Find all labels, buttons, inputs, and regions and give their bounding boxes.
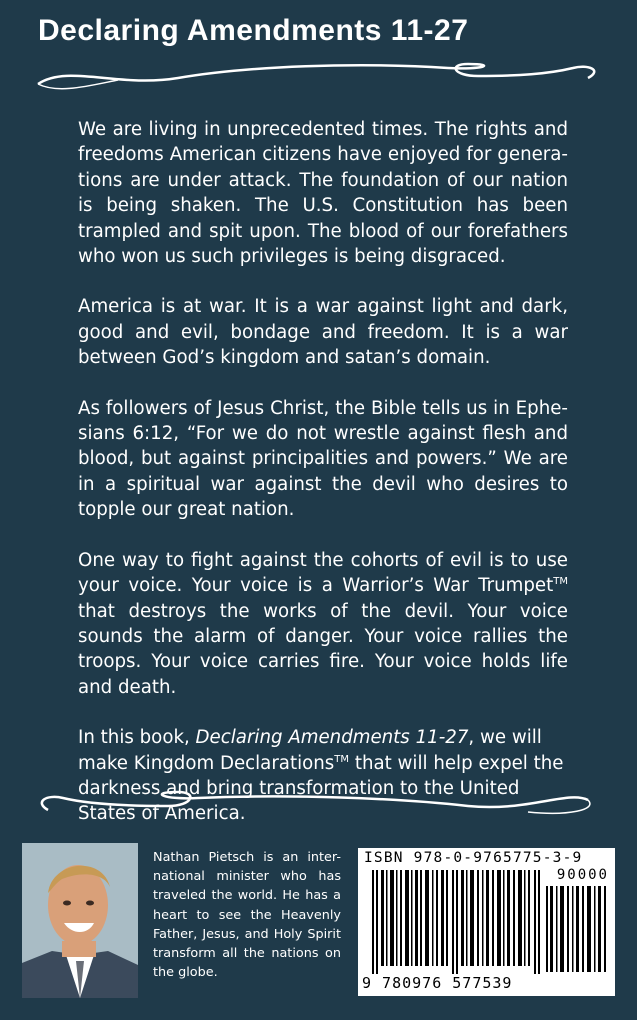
ean-barcode-bars (372, 870, 542, 974)
addon-barcode-bars (546, 886, 608, 972)
paragraph-5: In this book, Declaring Amendments 11-27, we will make Kingdom Declarations™ that will help expel the darkness and bring transformation to the United States of America. (78, 727, 564, 825)
author-bio: Nathan Pietsch is an inter-national minister who has traveled the world. He has a heart to see the Heavenly Father, Jesus, and Holy Spirit transform all the nations on the globe. (153, 850, 341, 981)
description-text (78, 117, 568, 852)
isbn-number: ISBN 978-0-9765775-3-9 (364, 850, 583, 866)
price-code: 90000 (556, 867, 609, 883)
paragraph-1: We are living in unprecedented times. The rights and freedoms American citizens have enjoyed for genera-tions are under attack. The foundation of our nation is being shaken. The U.S. Constitution has been trampled and spit upon. The blood of our forefathers who won us such privileges is being disgraced. (78, 119, 568, 268)
top-flourish-ornament (28, 58, 608, 98)
author-photo (22, 843, 138, 998)
book-title-italic: Declaring Amendments 11-27 (195, 727, 469, 749)
isbn-barcode (358, 848, 615, 996)
ean-digits: 9 780976 577539 (362, 974, 513, 992)
paragraph-3: As followers of Jesus Christ, the Bible tells us in Ephe-sians 6:12, “For we do not wrestle against flesh and blood, but against principalities and powers.” We are in a spiritual war against the devil who desires to topple our great nation. (78, 397, 568, 521)
cover-title: Declaring Amendments 11-27 (38, 14, 469, 47)
bottom-flourish-ornament (28, 786, 608, 826)
paragraph-4: One way to fight against the cohorts of evil is to use your voice. Your voice is a Warrior’s War Trumpet™ that destroys the works of the devil. Your voice sounds the alarm of danger. Your voice rallies the troops. Your voice carries fire. Your voice holds life and death. (78, 549, 568, 698)
paragraph-2: America is at war. It is a war against light and dark, good and evil, bondage and freedom. It is a war between God’s kingdom and satan’s domain. (78, 296, 568, 369)
